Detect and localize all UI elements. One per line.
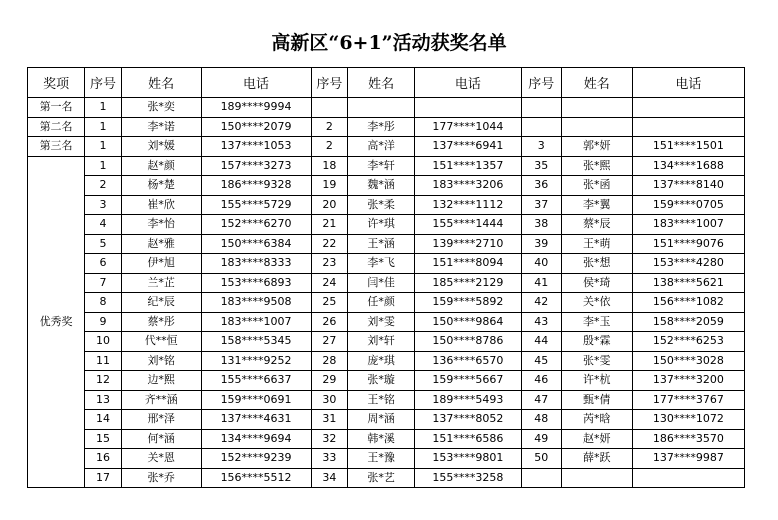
index-cell: 34 [311,468,348,488]
phone-header: 电话 [201,68,311,98]
index-cell: 39 [521,234,561,254]
index-cell [311,98,348,118]
index-cell: 50 [521,449,561,469]
name-cell: 张*乔 [121,468,201,488]
index-cell: 10 [85,332,122,352]
phone-cell: 138****5621 [632,273,744,293]
table-row [28,312,745,332]
index-cell: 37 [521,195,561,215]
phone-cell: 151****8094 [415,254,522,274]
name-cell: 代**恒 [121,332,201,352]
name-cell: 郭*妍 [561,137,632,157]
phone-cell: 137****8140 [632,176,744,196]
phone-cell: 189****9994 [201,98,311,118]
name-cell: 张*璇 [348,371,415,391]
phone-cell: 150****6384 [201,234,311,254]
index-cell: 31 [311,410,348,430]
phone-cell: 177****1044 [415,117,522,137]
index-cell: 3 [85,195,122,215]
table-row [28,410,745,430]
phone-cell: 137****3200 [632,371,744,391]
index-cell: 2 [311,137,348,157]
phone-cell [632,98,744,118]
index-cell: 46 [521,371,561,391]
phone-cell: 132****1112 [415,195,522,215]
index-cell: 15 [85,429,122,449]
name-cell: 李*飞 [348,254,415,274]
index-cell: 32 [311,429,348,449]
phone-header: 电话 [415,68,522,98]
name-cell [348,98,415,118]
index-cell: 9 [85,312,122,332]
name-cell: 王*涵 [348,234,415,254]
phone-cell: 130****1072 [632,410,744,430]
name-cell: 王*豫 [348,449,415,469]
table-row [28,390,745,410]
index-cell: 48 [521,410,561,430]
index-cell: 19 [311,176,348,196]
index-cell: 1 [85,117,122,137]
name-cell: 崔*欣 [121,195,201,215]
index-cell: 6 [85,254,122,274]
table-row [28,195,745,215]
phone-cell: 177****3767 [632,390,744,410]
name-cell: 李*彤 [348,117,415,137]
phone-cell: 150****2079 [201,117,311,137]
name-cell: 李*轩 [348,156,415,176]
index-cell: 4 [85,215,122,235]
index-cell: 27 [311,332,348,352]
name-cell [561,98,632,118]
name-cell: 何*涵 [121,429,201,449]
name-cell: 蔡*辰 [561,215,632,235]
index-header: 序号 [85,68,122,98]
phone-cell: 155****6637 [201,371,311,391]
index-cell: 5 [85,234,122,254]
name-cell: 许*杭 [561,371,632,391]
table-row [28,293,745,313]
phone-cell: 159****5892 [415,293,522,313]
name-cell: 张*想 [561,254,632,274]
index-cell: 7 [85,273,122,293]
phone-cell: 183****8333 [201,254,311,274]
index-cell: 13 [85,390,122,410]
phone-cell: 159****0691 [201,390,311,410]
index-cell: 41 [521,273,561,293]
phone-cell: 183****9508 [201,293,311,313]
name-cell: 韩*溪 [348,429,415,449]
name-cell: 关*依 [561,293,632,313]
index-cell: 42 [521,293,561,313]
table-row [28,117,745,137]
index-cell: 20 [311,195,348,215]
index-cell: 49 [521,429,561,449]
index-header: 序号 [311,68,348,98]
phone-cell: 157****3273 [201,156,311,176]
phone-cell [415,98,522,118]
award-cell: 第一名 [28,98,85,118]
table-row [28,371,745,391]
phone-cell: 183****1007 [632,215,744,235]
name-cell: 张*奕 [121,98,201,118]
index-cell: 11 [85,351,122,371]
name-cell: 赵*妍 [561,429,632,449]
name-cell: 王*萌 [561,234,632,254]
index-cell: 1 [85,156,122,176]
phone-cell: 158****2059 [632,312,744,332]
index-cell: 33 [311,449,348,469]
phone-cell: 155****5729 [201,195,311,215]
index-cell: 18 [311,156,348,176]
index-cell: 43 [521,312,561,332]
phone-cell: 137****6941 [415,137,522,157]
name-cell: 伊*旭 [121,254,201,274]
award-header: 奖项 [28,68,85,98]
name-cell: 李*诺 [121,117,201,137]
phone-cell: 189****5493 [415,390,522,410]
phone-cell: 152****6253 [632,332,744,352]
phone-cell: 137****9987 [632,449,744,469]
index-cell: 8 [85,293,122,313]
name-cell: 王*铭 [348,390,415,410]
index-cell: 30 [311,390,348,410]
name-cell: 甄*倩 [561,390,632,410]
page-title: 高新区“6+1”活动获奖名单 [271,32,507,54]
name-header: 姓名 [561,68,632,98]
phone-cell: 186****3570 [632,429,744,449]
phone-cell: 136****6570 [415,351,522,371]
index-cell: 14 [85,410,122,430]
phone-cell: 131****9252 [201,351,311,371]
name-cell: 兰*芷 [121,273,201,293]
index-cell: 17 [85,468,122,488]
phone-cell: 185****2129 [415,273,522,293]
table-row [28,351,745,371]
name-cell: 殷*霖 [561,332,632,352]
table-row [28,429,745,449]
index-cell: 25 [311,293,348,313]
name-cell: 刘*媛 [121,137,201,157]
phone-cell: 183****3206 [415,176,522,196]
index-cell: 23 [311,254,348,274]
name-cell: 任*颜 [348,293,415,313]
name-header: 姓名 [121,68,201,98]
name-cell: 张*熙 [561,156,632,176]
name-cell: 赵*雅 [121,234,201,254]
award-cell: 第三名 [28,137,85,157]
name-cell: 魏*涵 [348,176,415,196]
phone-cell: 156****5512 [201,468,311,488]
phone-cell: 150****8786 [415,332,522,352]
index-cell: 44 [521,332,561,352]
name-cell: 刘*轩 [348,332,415,352]
phone-cell: 153****6893 [201,273,311,293]
phone-cell [632,117,744,137]
award-cell: 第二名 [28,117,85,137]
phone-cell: 153****9801 [415,449,522,469]
name-cell: 邢*泽 [121,410,201,430]
name-cell: 刘*雯 [348,312,415,332]
header-row [28,68,745,98]
index-cell: 16 [85,449,122,469]
phone-cell: 151****1501 [632,137,744,157]
index-cell [521,117,561,137]
index-cell: 3 [521,137,561,157]
phone-cell: 151****6586 [415,429,522,449]
index-header: 序号 [521,68,561,98]
index-cell: 45 [521,351,561,371]
name-cell: 张*艺 [348,468,415,488]
name-cell [561,468,632,488]
index-cell: 12 [85,371,122,391]
table-row [28,156,745,176]
name-cell: 关*恩 [121,449,201,469]
name-cell: 张*函 [561,176,632,196]
index-cell [521,468,561,488]
phone-cell: 153****4280 [632,254,744,274]
name-cell: 纪*辰 [121,293,201,313]
name-cell: 李*玉 [561,312,632,332]
name-cell: 庞*琪 [348,351,415,371]
index-cell: 47 [521,390,561,410]
phone-cell: 134****9694 [201,429,311,449]
phone-cell: 151****9076 [632,234,744,254]
name-cell: 薛*跃 [561,449,632,469]
table-row [28,468,745,488]
index-cell: 1 [85,137,122,157]
table-row [28,254,745,274]
name-cell: 赵*颜 [121,156,201,176]
award-table [27,67,745,488]
name-cell: 边*熙 [121,371,201,391]
phone-cell: 137****8052 [415,410,522,430]
table-row [28,332,745,352]
table-row [28,234,745,254]
name-cell: 闫*佳 [348,273,415,293]
name-cell: 刘*铭 [121,351,201,371]
name-cell: 齐**涵 [121,390,201,410]
award-cell: 优秀奖 [28,156,85,488]
phone-cell: 155****3258 [415,468,522,488]
index-cell: 22 [311,234,348,254]
table-row [28,98,745,118]
name-cell: 高*洋 [348,137,415,157]
index-cell: 35 [521,156,561,176]
phone-cell: 159****5667 [415,371,522,391]
phone-cell: 158****5345 [201,332,311,352]
name-cell: 许*琪 [348,215,415,235]
name-header: 姓名 [348,68,415,98]
table-row [28,176,745,196]
index-cell: 28 [311,351,348,371]
index-cell: 2 [85,176,122,196]
phone-cell: 156****1082 [632,293,744,313]
phone-cell: 152****9239 [201,449,311,469]
name-cell: 蔡*彤 [121,312,201,332]
phone-cell: 139****2710 [415,234,522,254]
index-cell: 1 [85,98,122,118]
phone-cell: 134****1688 [632,156,744,176]
phone-cell: 183****1007 [201,312,311,332]
index-cell: 26 [311,312,348,332]
phone-cell: 159****0705 [632,195,744,215]
phone-cell: 137****1053 [201,137,311,157]
phone-cell: 152****6270 [201,215,311,235]
phone-cell: 151****1357 [415,156,522,176]
table-row [28,449,745,469]
index-cell: 2 [311,117,348,137]
name-cell: 张*雯 [561,351,632,371]
name-cell: 李*怡 [121,215,201,235]
index-cell: 29 [311,371,348,391]
phone-cell: 137****4631 [201,410,311,430]
name-cell: 李*翼 [561,195,632,215]
table-row [28,137,745,157]
name-cell: 芮*晗 [561,410,632,430]
phone-cell: 150****9864 [415,312,522,332]
phone-cell: 186****9328 [201,176,311,196]
name-cell: 侯*琦 [561,273,632,293]
name-cell: 周*涵 [348,410,415,430]
table-row [28,215,745,235]
index-cell: 24 [311,273,348,293]
phone-cell [632,468,744,488]
name-cell: 杨*楚 [121,176,201,196]
index-cell: 40 [521,254,561,274]
phone-header: 电话 [632,68,744,98]
table-row [28,273,745,293]
index-cell: 36 [521,176,561,196]
name-cell [561,117,632,137]
phone-cell: 150****3028 [632,351,744,371]
index-cell: 21 [311,215,348,235]
name-cell: 张*柔 [348,195,415,215]
index-cell: 38 [521,215,561,235]
index-cell [521,98,561,118]
phone-cell: 155****1444 [415,215,522,235]
